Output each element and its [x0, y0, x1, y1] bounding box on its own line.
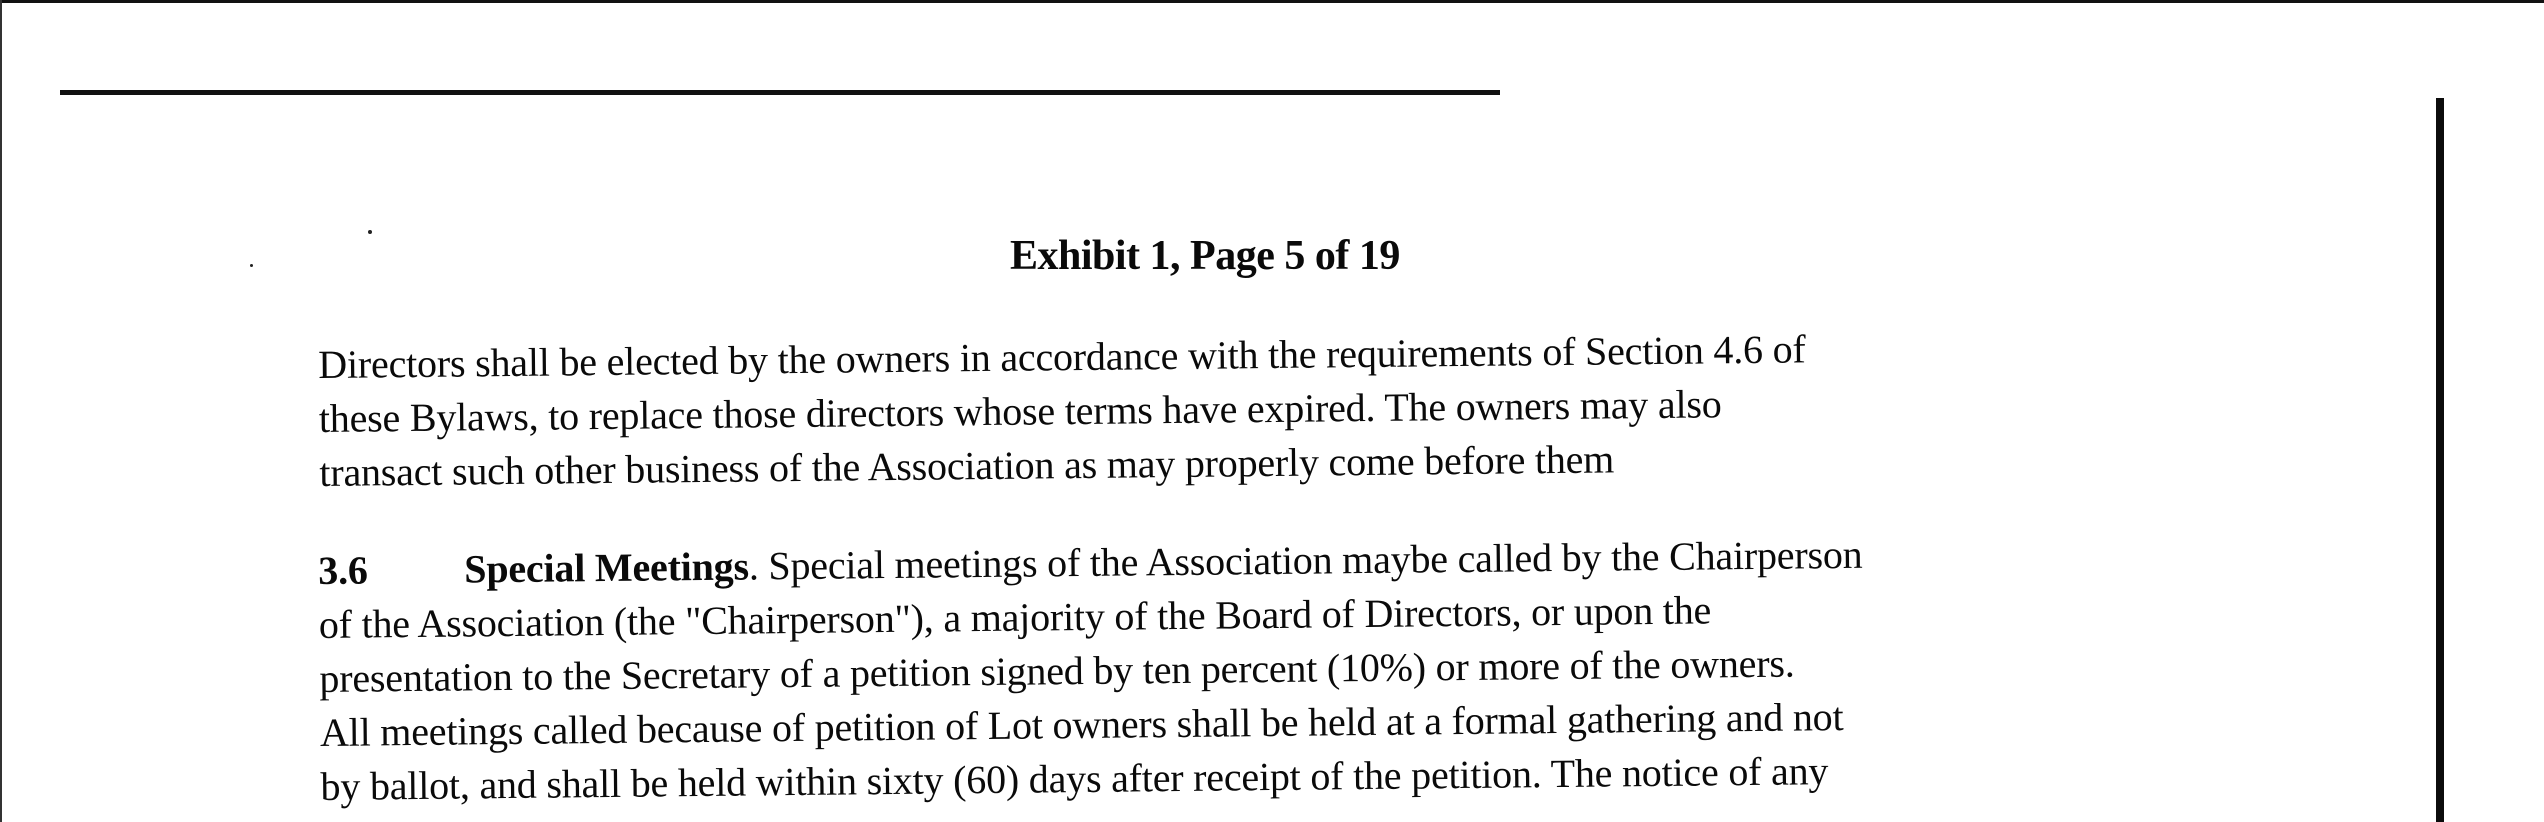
scan-speck [368, 230, 372, 234]
text-line: of the Association (the "Chairperson"), a majority of the Board of Directors, or upon the [318, 587, 1712, 647]
horizontal-rule [60, 90, 1500, 95]
paragraph-directors-election [318, 322, 1807, 500]
text-line: All meetings called because of petition of Lot owners shall be held at a formal gathering and not [319, 694, 1844, 755]
text-line: Directors shall be elected by the owners in accordance with the requirements of Section 4.6 of [318, 326, 1806, 387]
section-number: 3.6 [318, 547, 368, 593]
text-line: these Bylaws, to replace those directors whose terms have expired. The owners may also [318, 381, 1722, 441]
text-run: . Special meetings of the Association maybe called by the Chairperson [748, 531, 1863, 589]
scan-left-edge [0, 0, 2, 822]
scan-speck [250, 264, 253, 267]
section-3-6-special-meetings [318, 528, 1865, 814]
vertical-margin-rule [2436, 98, 2444, 822]
text-line: presentation to the Secretary of a petition signed by ten percent (10%) or more of the owners. [319, 640, 1795, 701]
text-line: transact such other business of the Association as may properly come before them [319, 436, 1615, 495]
text-line: by ballot, and shall be held within sixty (60) days after receipt of the petition. The notice of any [320, 748, 1829, 809]
section-title: Special Meetings [464, 543, 750, 592]
page-header: Exhibit 1, Page 5 of 19 [1010, 233, 1400, 279]
scan-top-edge [0, 0, 2544, 3]
